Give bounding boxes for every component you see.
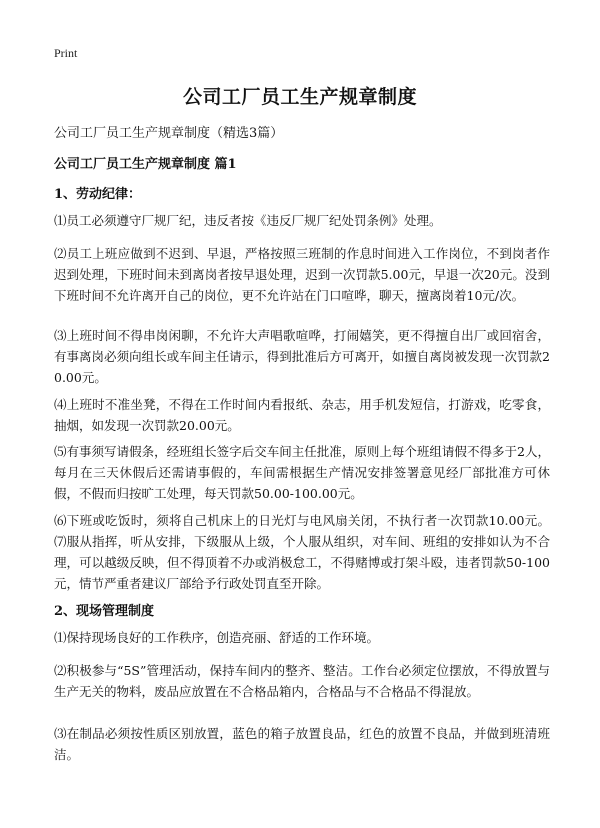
paragraph: ⑵积极参与“5S”管理活动，保持车间内的整齐、整洁。工作台必须定位摆放，不得放置与生产无关的物料，废品应放置在不合格品箱内，合格品与不合格品不得混放。 bbox=[54, 663, 550, 699]
document-subtitle: 公司工厂员工生产规章制度（精选3篇） bbox=[54, 126, 284, 141]
section-heading-site-management: 2、现场管理制度 bbox=[54, 604, 155, 619]
paragraph: ⑵员工上班应做到不迟到、早退，严格按照三班制的作息时间进入工作岗位，不到岗者作迟到处理，下班时间未到离岗者按早退处理，迟到一次罚款5.00元，早退一次20元。没到下班时间不允许离开自己的岗位，更不允许站在门口喧哗，聊天，擅离岗着10元/次。 bbox=[54, 246, 550, 303]
paragraph: ⑴员工必须遵守厂规厂纪，违反者按《违反厂规厂纪处罚条例》处理。 bbox=[54, 213, 442, 228]
chapter-heading: 公司工厂员工生产规章制度 篇1 bbox=[54, 157, 237, 172]
paragraph: ⑷上班时不准坐凳，不得在工作时间内看报纸、杂志，用手机发短信，打游戏，吃零食，抽烟，如发现一次罚款20.00元。 bbox=[54, 397, 550, 433]
paragraph: ⑶在制品必须按性质区别放置，蓝色的箱子放置良品，红色的放置不良品，并做到班清班洁。 bbox=[54, 726, 550, 762]
paragraph: ⑹下班或吃饭时，须将自己机床上的日光灯与电风扇关闭，不执行者一次罚款10.00元。⑺服从指挥，听从安排，下级服从上级，个人服从组织，对车间、班组的安排如认为不合理，可以越级反映，但不得顶着不办或消极怠工，不得赌博或打架斗殴，违者罚款50-100元，情节严重者建议厂部给予行政处罚直至开除。 bbox=[54, 513, 550, 591]
section-heading-labor-discipline: 1、劳动纪律： bbox=[54, 187, 142, 202]
document-title: 公司工厂员工生产规章制度 bbox=[182, 86, 417, 108]
paragraph: ⑴保持现场良好的工作秩序，创造亮丽、舒适的工作环境。 bbox=[54, 630, 380, 645]
paragraph: ⑸有事须写请假条，经班组长签字后交车间主任批准，原则上每个班组请假不得多于2人，每月在三天休假后还需请事假的，车间需根据生产情况安排签署意见经厂部批准方可休假，不假而归按旷工处理，每天罚款50.00-100.00元。 bbox=[54, 444, 550, 501]
paragraph: ⑶上班时间不得串岗闲聊，不允许大声唱歌喧哗，打闹嬉笑，更不得擅自出厂或回宿舍，有事离岗必须向组长或车间主任请示，得到批准后方可离开，如擅自离岗被发现一次罚款20.00元。 bbox=[54, 328, 550, 385]
print-label: Print bbox=[54, 46, 78, 60]
